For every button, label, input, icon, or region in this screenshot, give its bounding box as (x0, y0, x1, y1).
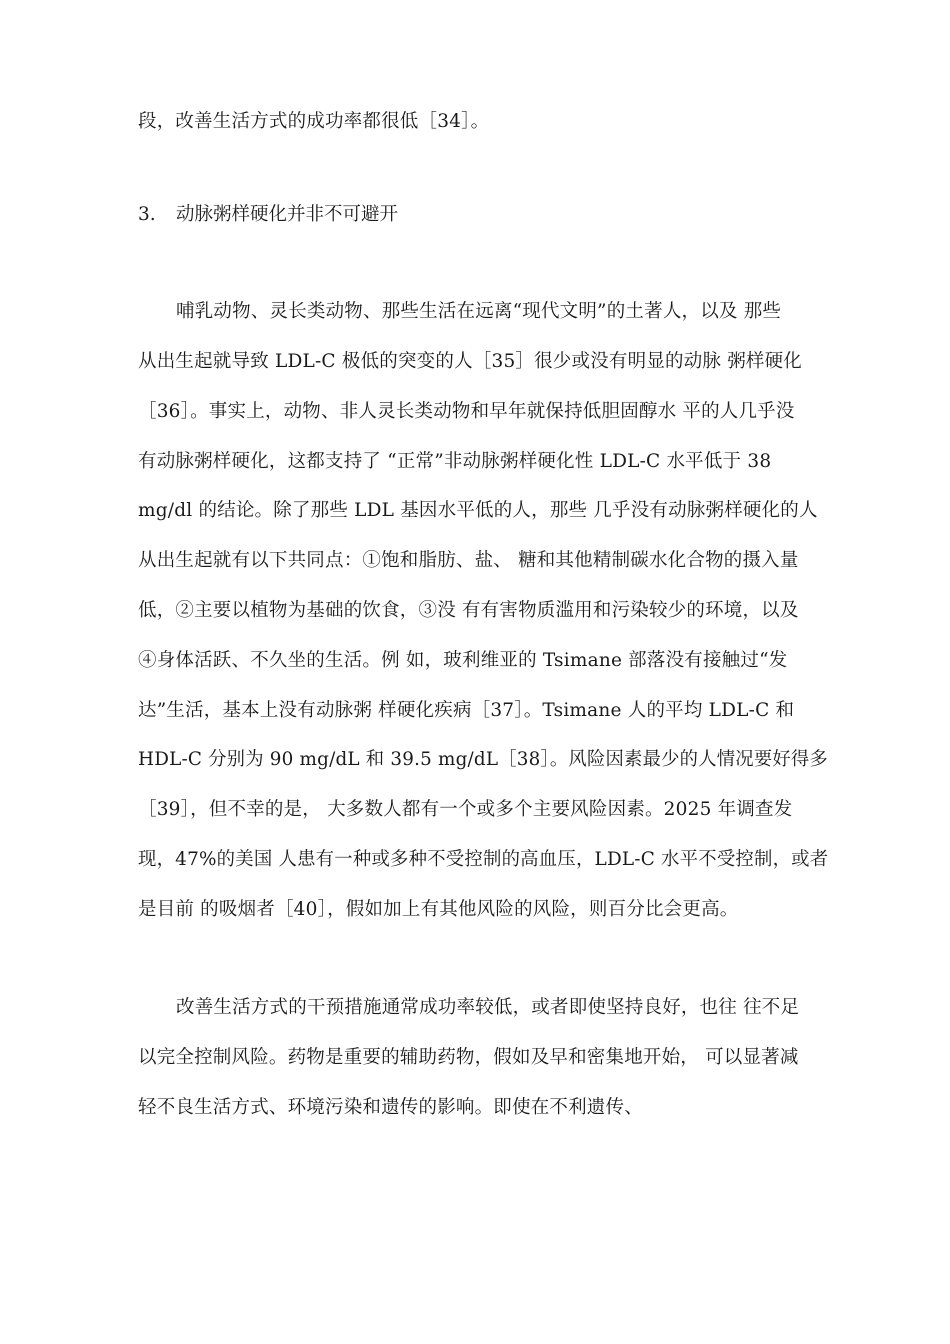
paragraph-line: ④身体活跃、不久坐的生活。例 如，玻利维亚的 Tsimane 部落没有接触过“发 (138, 650, 788, 671)
paragraph-line: 哺乳动物、灵长类动物、那些生活在远离“现代文明”的土著人，以及 那些 (176, 301, 782, 322)
paragraph-line: 有动脉粥样硬化，这都支持了 “正常”非动脉粥样硬化性 LDL-C 水平低于 38 (138, 451, 772, 472)
paragraph-line: 现，47%的美国 人患有一种或多种不受控制的高血压，LDL-C 水平不受控制，或者 (138, 849, 829, 870)
paragraph-line: 从出生起就有以下共同点：①饱和脂肪、盐、 糖和其他精制碳水化合物的摄入量 (138, 550, 799, 571)
section-title: 动脉粥样硬化并非不可避开 (176, 204, 399, 225)
paragraph-line: ［36］。事实上，动物、非人灵长类动物和早年就保持低胆固醇水 平的人几乎没 (138, 401, 795, 422)
paragraph-line: mg/dl 的结论。除了那些 LDL 基因水平低的人，那些 几乎没有动脉粥样硬化的人 (138, 500, 818, 521)
paragraph-line: 达”生活，基本上没有动脉粥 样硬化疾病［37］。Tsimane 人的平均 LDL-C 和 (138, 700, 795, 721)
section-heading (138, 203, 398, 227)
paragraph-line: 从出生起就导致 LDL-C 极低的突变的人［35］很少或没有明显的动脉 粥样硬化 (138, 351, 802, 372)
paragraph-line: HDL-C 分别为 90 mg/dL 和 39.5 mg/dL［38］。风险因素最少的人情况要好得多 (138, 749, 828, 770)
paragraph-line: 以完全控制风险。药物是重要的辅助药物，假如及早和密集地开始， 可以显著减 (138, 1047, 799, 1068)
continued-text-line: 段，改善生活方式的成功率都很低［34］。 (138, 111, 490, 132)
paragraph-line: 是目前 的吸烟者［40］，假如加上有其他风险的风险，则百分比会更高。 (138, 899, 739, 920)
paragraph-line: 低，②主要以植物为基础的饮食，③没 有有害物质滥用和污染较少的环境，以及 (138, 600, 799, 621)
section-number: 3. (138, 204, 156, 225)
paragraph-line: 轻不良生活方式、环境污染和遗传的影响。即使在不利遗传、 (138, 1097, 643, 1118)
paragraph-line: 改善生活方式的干预措施通常成功率较低，或者即使坚持良好，也往 往不足 (176, 997, 800, 1018)
paragraph-line: ［39］，但不幸的是， 大多数人都有一个或多个主要风险因素。2025 年调查发 (138, 799, 793, 820)
